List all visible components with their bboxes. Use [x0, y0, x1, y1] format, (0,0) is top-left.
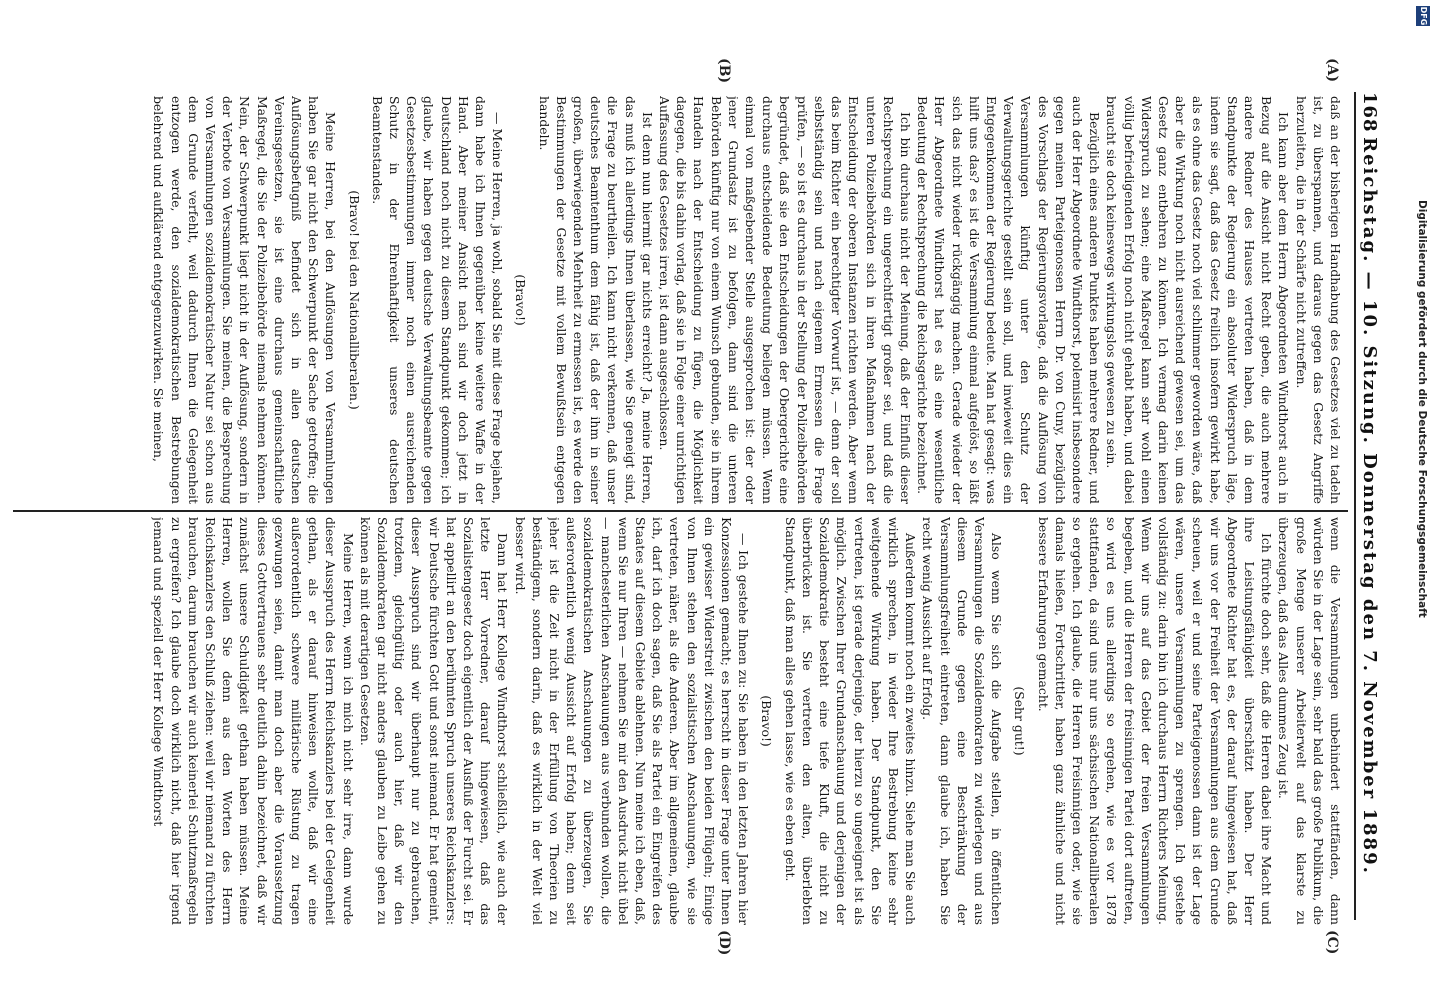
paragraph: Meine Herren, bei den Auflösungen von Versammlungen haben Sie gar nicht den Schwerpunkt der Sache getroffen; die Auflösungsbefugniß befindet sich in allen deutschen Vereinsgesetzen, sie ist eine durchaus gemeinschaftliche Maßregel, die Sie der Polizeibehörde niemals nehmen können. Nein, der Schwerpunkt liegt nicht in der Auflösung, sondern in der Verbote von Versammlungen. Sie meinen, die Besprechung von Versammlungen sozialdemokratischer Natur sei schon aus dem Grunde verfehlt, weil dadurch Ihnen die Gelegenheit entzogen werde, den sozialdemokratischen Bestrebungen belehrend und aufklärend entgegenzuwirken. Sie meinen,: [151, 96, 339, 504]
right-column: [24, 517, 1344, 925]
interjection: (Bravo!): [759, 695, 775, 747]
paragraph: Ist denn nun hiermit gar nichts erreicht? Ja, meine Herren, das muß ich allerdings Ihnen überlassen, wie Sie geneigt sind, die Frage zu beurtheilen. Ich kann nicht verkennen, daß unser deutsches Beamtenthum dem fähig ist, daß der ihm in seiner großen, überwiegenden Mehrheit zu ermessen ist, es werde den Bestimmungen der Gesetze mit vollem Bewußtsein entgegen handeln.: [536, 96, 655, 504]
dfg-logo: DFG: [1416, 6, 1430, 26]
paragraph: wenn die Versammlungen unbehindert stattfänden, dann würden Sie in der Lage sein, sehr bald das große Publikum, die große Menge unserer Arbeiterwelt auf das klarste zu überzeugen, daß das Alles dummes Zeug ist.: [1276, 517, 1343, 925]
column-divider: [13, 510, 1348, 512]
left-column: [24, 96, 1344, 504]
footer-credit: [1412, 0, 1432, 1000]
page-title: Reichstag. — 10. Sitzung. Donnerstag den 7. November 1889.: [1359, 137, 1380, 875]
paragraph: — Meine Herren, ja wohl, sobald Sie mit diese Frage bejahen, dann habe ich Ihnen gegenüber keine weitere Waffe in der Hand. Aber meiner Ansicht nach sind wir doch jetzt in Deutschland noch nicht zu diesem Standpunkt gekommen; ich glaube, wir haben gegen deutsche Verwaltungsbeamte gegen Gesetzesbestimmungen immer noch einen ausreichenden Schutz in der Ehrenhaftigkeit unseres deutschen Beamtenstandes.: [369, 96, 506, 504]
margin-mark-d: (D): [716, 930, 732, 956]
paragraph: Meine Herren, wenn ich mich nicht sehr irre, dann wurde dieser Ausspruch des Herrn Reichskanzlers bei der Gelegenheit gethan, als er darauf hinweisen wollte, daß wir eine außerordentlich schwere militärische Rüstung zu tragen gezwungen seien, damit man doch aber die Voraussetzung dieses Gottvertrauens sehr deutlich dahin bezeichnet, daß wir zunächst unsere Schuldigkeit gethan haben müssen. Meine Herren, wollen Sie denn aus den Worten des Herrn Reichskanzlers den Schluß ziehen: weil wir niemand zu fürchten brauchen, darum brauchen wir auch keinerlei Schutzmaßregeln zu ergreifen? Ich glaube doch wirklich nicht, daß hier irgend jemand und speziell der Herr Kollege Windthorst: [151, 517, 356, 925]
paragraph: Bezüglich eines anderen Punktes haben mehrere Redner, und auch der Herr Abgeordnete Windthorst, polemisirt insbesondere gegen meinen Parteigenossen Herrn Dr. von Cuny, bezüglich des Vorschlags der Regierungsvorlage, daß die Auflösung von Versammlungen künftig unter den Schutz der Verwaltungsgerichte gestellt sein soll, und inwieweit dies ein Entgegenkommen der Regierung bedeute. Man hat gesagt: was hilft uns das? es ist die Versammlung einmal aufgelöst, so läßt sich das nicht wieder rückgängig machen. Gerade wieder der Herr Abgeordnete Windthorst hat es als eine wesentliche Bedeutung der Rechtsprechung die Reichsgerichte bezeichnet.: [915, 96, 1103, 504]
margin-mark-a: (A): [1324, 58, 1340, 83]
page-number: 168: [1359, 92, 1380, 133]
margin-mark-c: (C): [1324, 930, 1340, 955]
paragraph: Ich kann aber dem Herrn Abgeordneten Windthorst auch in Bezug auf die Ansicht nicht Recht geben, die auch mehrere andere Redner des Hauses vertreten haben, daß in dem Standpunkte der Regierung ein absoluter Widerspruch läge, indem sie sagt, daß das Gesetz freilich insofern gewirkt habe, als es ohne das Gesetz noch viel schlimmer geworden wäre, daß aber die Wirkung noch nicht ausreichend gewesen sei, um das Gesetz ganz entbehren zu können. Ich vermag darin keinen Widerspruch zu sehen; eine Maßregel kann sehr wohl einen völlig befriedigenden Erfolg noch nicht gehabt haben, und dabei braucht sie doch keineswegs wirkungslos gewesen zu sein.: [1104, 96, 1292, 504]
paragraph: Also wenn Sie sich die Aufgabe stellen, in öffentlichen Versammlungen die Sozialdemokraten zu widerlegen und aus diesem Grunde gegen eine Beschränkung der Versammlungsfreiheit eintreten, dann glaube ich, haben Sie recht wenig Aussicht auf Erfolg.: [920, 517, 1005, 925]
paragraph: daß an der bisherigen Handhabung des Gesetzes viel zu tadeln ist, zu überspannen, und daraus gegen das Gesetz Angriffe herzuleiten, die in der Schärfe nicht zutreffen.: [1293, 96, 1343, 504]
margin-mark-b: (B): [716, 58, 732, 84]
interjection: (Bravo!): [513, 274, 529, 326]
paragraph: Außerdem kommt noch ein zweites hinzu. Siehe man Sie auch wirklich sprechen, in wieder Ihre Bestrebung keine sehr weitgehende Wirkung haben. Der Standpunkt, den Sie vertreten, ist gerade derjenige, der hierzu so ungeeignet ist als möglich. Zwischen Ihrer Grundanschauung und derjenigen der Sozialdemokratie besteht eine tiefe Kluft, die nicht zu überbrücken ist. Sie vertreten den alten, überlebten Standpunkt, daß man alles gehen lasse, wie es eben geht.: [782, 517, 919, 925]
paragraph: Dann hat Herr Kollege Windthorst schließlich, wie auch der letzte Herr Vorredner, darauf hingewiesen, daß das Sozialistengesetz doch eigentlich der Ausfluß der Furcht sei. Er hat appellirt an den berühmten Spruch unseres Reichskanzlers: wir Deutsche fürchten Gott und sonst niemand. Er hat gemeint, dieser Ausspruch sind wir überhaupt nur zu gebrauchen, trotzdem, gleichgültig oder auch hier, daß wir den Sozialdemokraten gar nicht anders glauben zu Leibe gehen zu können als mit derartigen Gesetzen.: [357, 517, 511, 925]
paragraph: — Ich gestehe Ihnen zu: Sie haben in den letzten Jahren hier Konzessionen gemacht; es herrscht in dieser Frage unter Ihnen ein gewisser Widerstreit zwischen den beiden Flügeln; Einige von Ihnen stehen den sozialistischen Anschauungen, wie sie vertreten, näher, als die Anderen. Aber im allgemeinen, glaube ich, darf ich doch sagen, daß Sie als Partei ein Eingreifen des Staates auf diesem Gebiete ablehnen. Nun meine ich eben, daß, wenn Sie nur Ihren — nehmen Sie mir den Ausdruck nicht übel — manchesterlichen Anschauungen aus verbunden wollen, die sozialdemokratischen Anschauungen zu überzeugen, Sie außerordentlich wenig Aussicht auf Erfolg haben; denn seit jeher ist die Zeit nicht in der Erfüllung von Theorien zu beständigem, sondern darin, daß es wirklich in der Welt viel besser wird.: [512, 517, 752, 925]
page-header: [1354, 92, 1382, 920]
paragraph: Ich bin durchaus nicht der Meinung, daß der Einfluß dieser Rechtsprechung ein ungerechtfertigt großer sei, und daß die unteren Polizeibehörden sich in ihren Maßnahmen nach der Entscheidung der oberen Instanzen richten werden. Aber wenn das beim Richter ein berechtigter Vorwurf ist, — denn der soll selbstständig sein und nach eigenem Ermessen die Frage prüfen, — so ist es durchaus in der Stellung der Polizeibehörden begründet, daß sie den Entscheidungen der Obergerichte eine durchaus entscheidende Bedeutung beilegen müssen. Wenn einmal von maßgebender Stelle ausgesprochen ist: der oder jener Grundsatz ist zu befolgen, dann sind die unteren Behörden künftig nur von einem Wunsch gebunden, sie in ihrem Handeln nach der Entscheidung zu fügen, die Möglichkeit dagegen, die bis dahin vorlag, daß sie in Folge einer unrichtigen Auffassung des Gesetzes irren, ist dann ausgeschlossen.: [657, 96, 913, 504]
interjection: (Sehr gut!): [1012, 686, 1028, 756]
paragraph: Ich fürchte doch sehr, daß die Herren dabei ihre Macht und ihre Leistungsfähigkeit überschätzt haben. Der Herr Abgeordnete Richter hat es, der darauf hingewiesen hat, daß wir uns vor der Freiheit der Versammlungen aus dem Grunde scheuen, weil er und seine Parteigenossen dann ist der Lage wären, unsere Versammlungen zu sprengen. Ich gestehe vollständig zu: darin bin ich durchaus Herrn Richters Meinung. Wenn wir uns auf das Gebiet der freien Versammlungen begeben, und die Herren der freisinnigen Partei dort auftreten, so wird es uns allerdings so ergehen, wie es vor 1878 stattfanden, da sind uns nur uns sächsischen Nationalliberalen so ergehen. Ich glaube, die Herren Freisinnigen oder, wie sie damals hießen, Fortschrittler, haben ganz ähnliche und nicht bessere Erfahrungen gemacht.: [1035, 517, 1275, 925]
interjection: (Bravo! bei den Nationalliberalen.): [346, 190, 362, 410]
footer-credit-text: Digitalisierung gefördert durch die Deutsche Forschungsgemeinschaft: [1416, 200, 1428, 618]
